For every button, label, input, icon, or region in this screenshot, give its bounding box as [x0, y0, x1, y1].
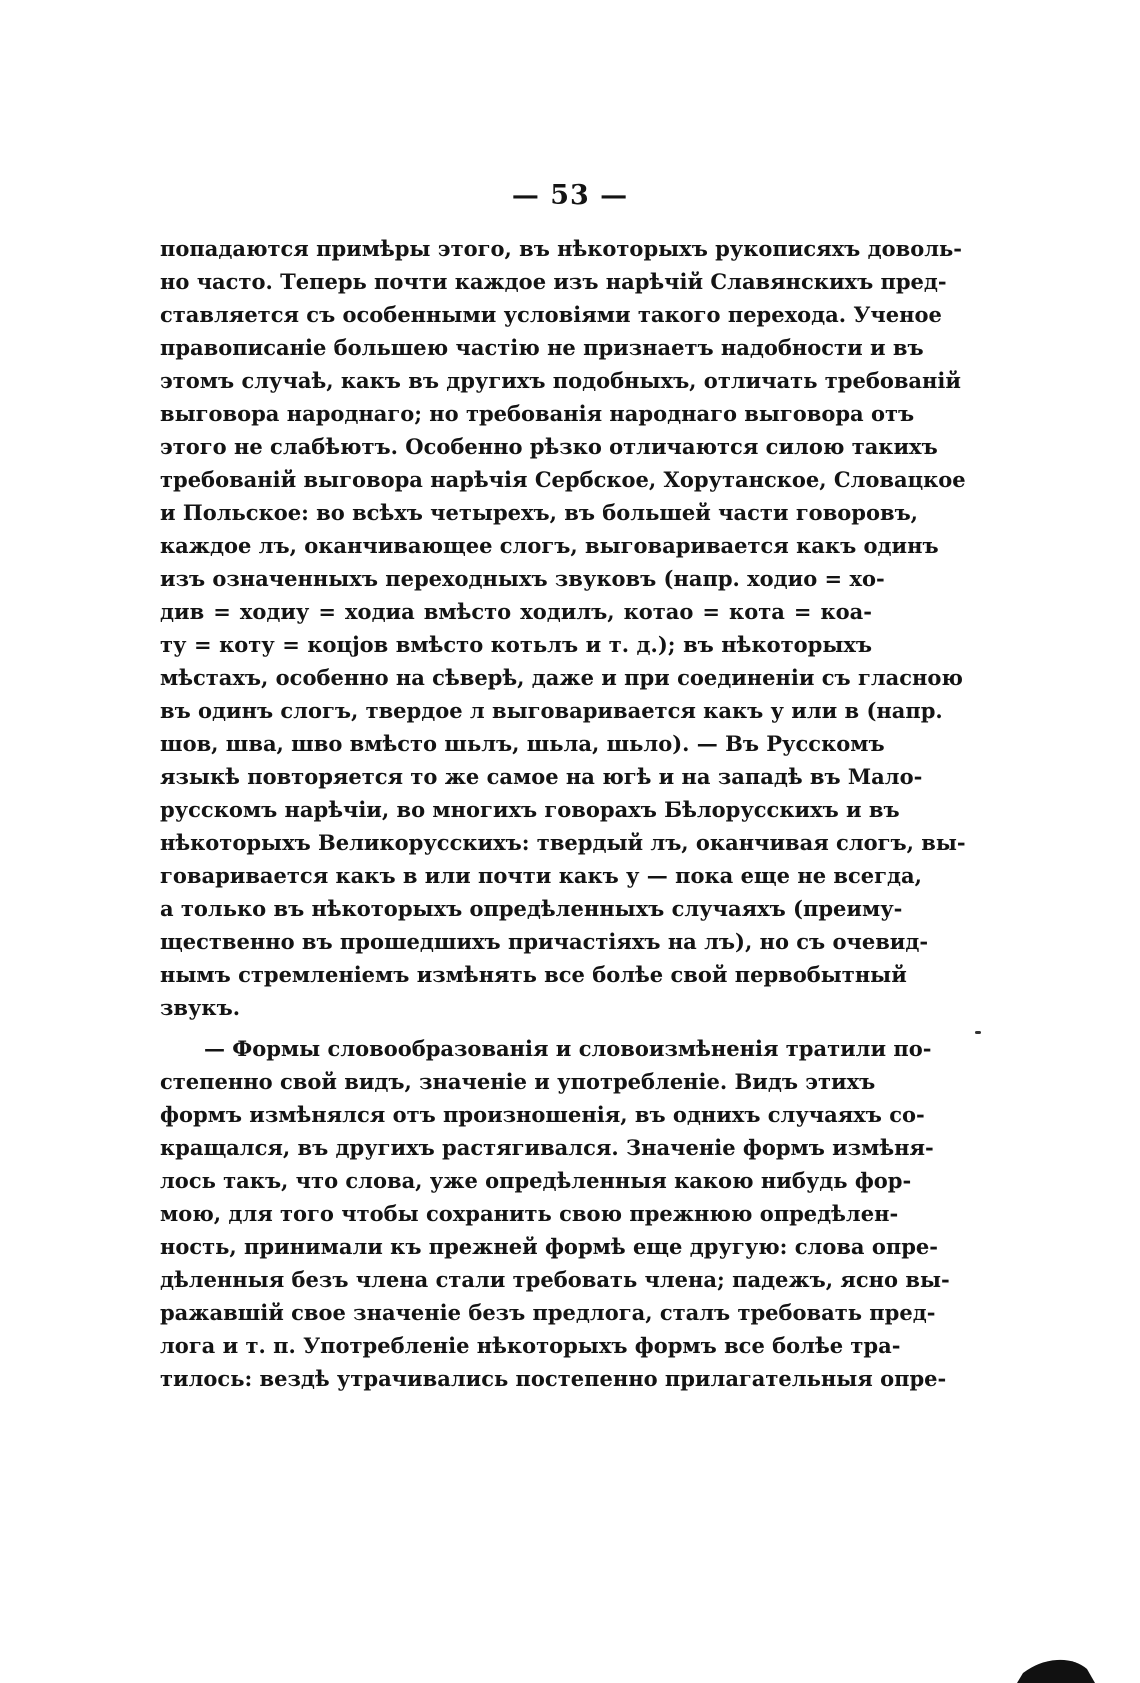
page-number: — 53 — [511, 180, 629, 211]
text-line: нѣкоторыхъ Великорусскихъ: твердый лъ, оканчивая слогъ, вы- [160, 830, 966, 855]
text-line: формъ измѣнялся отъ произношенія, въ однихъ случаяхъ со- [160, 1102, 925, 1127]
text-line: шов, шва, шво вмѣсто шьлъ, шьла, шьло). — Въ Русскомъ [160, 731, 885, 756]
text-line: степенно свой видъ, значеніе и употребленіе. Видъ этихъ [160, 1069, 876, 1094]
text-line: щественно въ прошедшихъ причастіяхъ на лъ), но съ очевид- [160, 929, 929, 954]
text-line: этого не слабѣютъ. Особенно рѣзко отличаются силою такихъ [160, 434, 938, 459]
text-line: ставляется съ особенными условіями такого перехода. Ученое [160, 302, 942, 327]
text-line: этомъ случаѣ, какъ въ другихъ подобныхъ, отличать требованій [160, 368, 961, 393]
text-line: ражавшій свое значеніе безъ предлога, сталъ требовать пред- [160, 1300, 936, 1325]
text-line: звукъ. [160, 995, 241, 1020]
paragraph-gap [160, 1024, 872, 1032]
text-line: нымъ стремленіемъ измѣнять все болѣе свой первобытный [160, 962, 907, 987]
text-line: — Формы словообразованія и словоизмѣненія тратили по- [204, 1036, 932, 1061]
text-line: въ одинъ слогъ, твердое л выговаривается какъ у или в (напр. [160, 698, 943, 723]
text-line: а только въ нѣкоторыхъ опредѣленныхъ случаяхъ (преиму- [160, 896, 903, 921]
text-line: лога и т. п. Употребленіе нѣкоторыхъ формъ все болѣе тра- [160, 1333, 901, 1358]
text-line: мѣстахъ, особенно на сѣверѣ, даже и при соединеніи съ гласною [160, 665, 963, 690]
text-line: правописаніе большею частію не признаетъ надобности и въ [160, 335, 924, 360]
text-line: и Польское: во всѣхъ четырехъ, въ большей части говоровъ, [160, 500, 918, 525]
text-line: див = ходиу = ходиа вмѣсто ходилъ, котао = кота = коа- [160, 599, 872, 624]
text-line: ность, принимали къ прежней формѣ еще другую: слова опре- [160, 1234, 938, 1259]
text-line: изъ означенныхъ переходныхъ звуковъ (напр. ходио = хо- [160, 566, 885, 591]
ink-speck [975, 1031, 981, 1034]
text-line: требованій выговора нарѣчія Сербское, Хорутанское, Словацкое [160, 467, 966, 492]
text-line: выговора народнаго; но требованія народнаго выговора отъ [160, 401, 915, 426]
text-line: языкѣ повторяется то же самое на югѣ и на западѣ въ Мало- [160, 764, 923, 789]
text-line: попадаются примѣры этого, въ нѣкоторыхъ рукописяхъ доволь- [160, 236, 962, 261]
text-line: но часто. Теперь почти каждое изъ нарѣчій Славянскихъ пред- [160, 269, 947, 294]
text-line: дѣленныя безъ члена стали требовать члена; падежъ, ясно вы- [160, 1267, 950, 1292]
text-line: кращался, въ другихъ растягивался. Значеніе формъ измѣня- [160, 1135, 934, 1160]
paragraph-1 [160, 232, 966, 1024]
text-line: тилось: вездѣ утрачивались постепенно прилагательныя опре- [160, 1366, 947, 1391]
text-line: каждое лъ, оканчивающее слогъ, выговаривается какъ одинъ [160, 533, 939, 558]
text-line: мою, для того чтобы сохранить свою прежнюю опредѣлен- [160, 1201, 899, 1226]
paragraph-2 [160, 1032, 950, 1395]
page-corner-mark [1017, 1643, 1095, 1683]
text-line: русскомъ нарѣчіи, во многихъ говорахъ Бѣлорусскихъ и въ [160, 797, 900, 822]
text-line: говаривается какъ в или почти какъ у — пока еще не всегда, [160, 863, 922, 888]
text-line: лось такъ, что слова, уже опредѣленныя какою нибудь фор- [160, 1168, 912, 1193]
text-line: ту = коту = коцјов вмѣсто котьлъ и т. д.); въ нѣкоторыхъ [160, 632, 872, 657]
body-text [160, 232, 966, 1395]
